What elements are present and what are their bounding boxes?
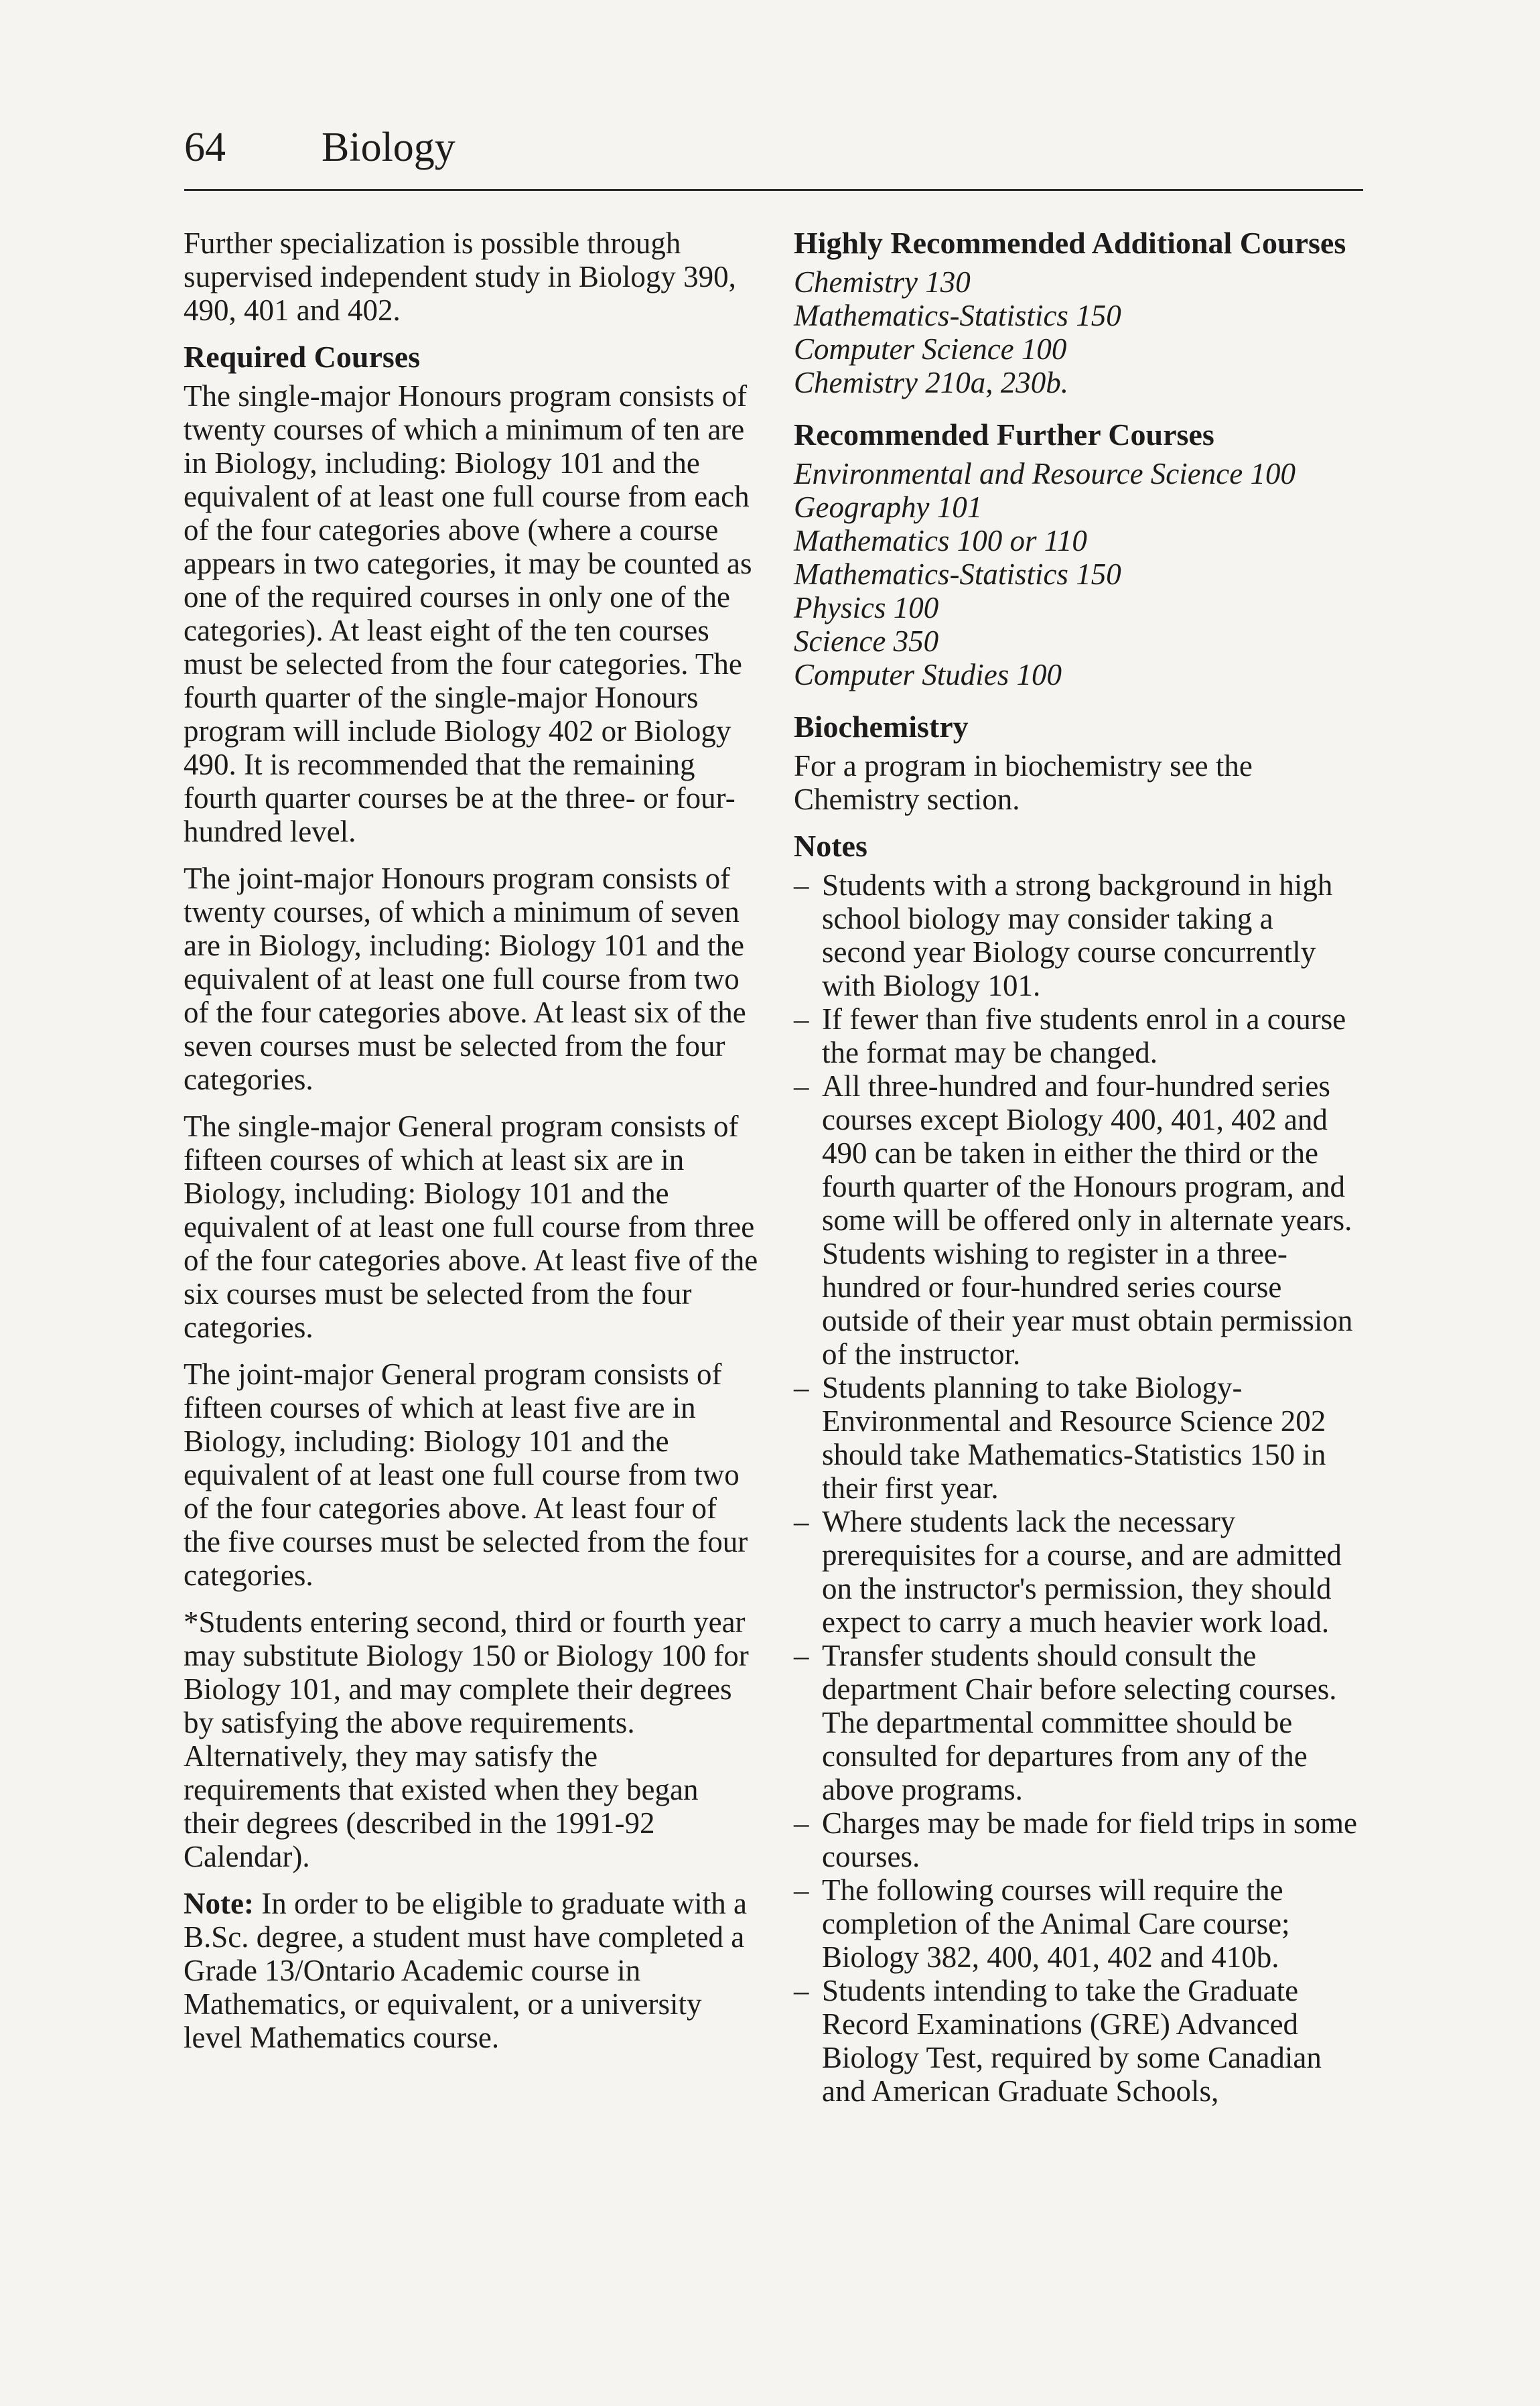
list-item	[794, 591, 1360, 624]
highly-recommended-heading: Highly Recommended Additional Courses	[794, 226, 1346, 260]
course-name: Geography 101	[794, 490, 983, 524]
joint-major-general-paragraph: The joint-major General program consists of fifteen courses of which at least five are in Biology, including: Biology 101 and the equivalent of at least one full course from two of the four categories above. At least four of the five courses must be selected from the four categories.	[184, 1357, 748, 1592]
intro-paragraph: Further specialization is possible through supervised independent study in Biology 390, 490, 401 and 402.	[184, 226, 736, 327]
list-item	[794, 524, 1360, 557]
course-name: Environmental and Resource Science 100	[794, 457, 1296, 490]
course-name: Mathematics 100 or 110	[794, 524, 1087, 557]
page-number: 64	[184, 125, 226, 170]
list-item	[794, 624, 1360, 658]
course-name: Science 350	[794, 624, 939, 658]
required-courses-heading: Required Courses	[184, 340, 421, 374]
course-name: Physics 100	[794, 591, 939, 624]
right-column	[794, 226, 1360, 2108]
joint-major-honours-paragraph: The joint-major Honours program consists of twenty courses, of which a minimum of seven are in Biology, including: Biology 101 and the equivalent of at least one full course from two of the four categories above. At least six of the seven courses must be selected from the four categories.	[184, 862, 746, 1096]
biochemistry-heading: Biochemistry	[794, 710, 969, 744]
course-name: Mathematics-Statistics 150	[794, 557, 1121, 591]
list-item	[794, 265, 1360, 299]
footnote-paragraph: *Students entering second, third or fourth year may substitute Biology 150 or Biology 100 for Biology 101, and may complete their degrees by satisfying the above requirements. Alternatively, they may satisfy the requirements that existed when they began their degrees (described in the 1991-92 Calendar).	[184, 1605, 749, 1873]
list-item: – Students with a strong background in high school biology may consider taking a second year Biology course concurrently with Biology 101.	[794, 868, 1360, 1002]
list-item: – Transfer students should consult the department Chair before selecting courses. The departmental committee should be consulted for departures from any of the above programs.	[794, 1639, 1360, 1806]
list-item	[794, 557, 1360, 591]
course-name: Chemistry 210a, 230b.	[794, 366, 1068, 399]
list-item	[794, 490, 1360, 524]
list-item: – All three-hundred and four-hundred series courses except Biology 400, 401, 402 and 490 can be taken in either the third or the fourth quarter of the Honours program, and some will be offered only in alternate years. Students wishing to register in a three-hundred or four-hundred series course outside of their year must obtain permission of the instructor.	[794, 1069, 1360, 1371]
list-item: – Students intending to take the Graduate Record Examinations (GRE) Advanced Biology Test, required by some Canadian and American Graduate Schools,	[794, 1974, 1360, 2108]
note-paragraph	[184, 1887, 760, 2054]
course-name: Chemistry 130	[794, 265, 971, 299]
notes-heading: Notes	[794, 829, 867, 863]
biochemistry-paragraph: For a program in biochemistry see the Chemistry section.	[794, 749, 1253, 816]
list-item: – Charges may be made for field trips in some courses.	[794, 1806, 1360, 1873]
list-item: – The following courses will require the completion of the Animal Care course; Biology 382, 400, 401, 402 and 410b.	[794, 1873, 1360, 1974]
left-column	[184, 226, 760, 2068]
list-item: – If fewer than five students enrol in a course the format may be changed.	[794, 1002, 1360, 1069]
course-name: Computer Studies 100	[794, 658, 1062, 691]
course-name: Mathematics-Statistics 150	[794, 299, 1121, 332]
list-item	[794, 457, 1360, 490]
single-major-honours-paragraph: The single-major Honours program consists of twenty courses of which a minimum of ten are in Biology, including: Biology 101 and the equivalent of at least one full course from each of the four categories above (where a course appears in two categories, it may be counted as one of the required courses in only one of the categories). At least eight of the ten courses must be selected from the four categories. The fourth quarter of the single-major Honours program will include Biology 402 or Biology 490. It is recommended that the remaining fourth quarter courses be at the three- or four-hundred level.	[184, 379, 752, 848]
list-item	[794, 332, 1360, 366]
highly-recommended-list	[794, 265, 1360, 399]
recommended-further-heading: Recommended Further Courses	[794, 417, 1214, 452]
page-header	[184, 114, 1363, 191]
note-text: In order to be eligible to graduate with a B.Sc. degree, a student must have completed a Grade 13/Ontario Academic course in Mathematics, or equivalent, or a university level Mathematics course.	[184, 1887, 747, 2054]
list-item	[794, 299, 1360, 332]
single-major-general-paragraph: The single-major General program consists of fifteen courses of which at least six are in Biology, including: Biology 101 and the equivalent of at least one full course from three of the four categories above. At least five of the six courses must be selected from the four categories.	[184, 1110, 758, 1344]
list-item: – Where students lack the necessary prerequisites for a course, and are admitted on the instructor's permission, they should expect to carry a much heavier work load.	[794, 1505, 1360, 1639]
note-label: Note:	[184, 1887, 254, 1920]
list-item	[794, 658, 1360, 691]
list-item	[794, 366, 1360, 399]
course-name: Computer Science 100	[794, 332, 1067, 366]
list-item: – Students planning to take Biology-Environmental and Resource Science 202 should take Mathematics-Statistics 150 in their first year.	[794, 1371, 1360, 1505]
notes-list	[794, 868, 1360, 2108]
recommended-further-list	[794, 457, 1360, 691]
section-title: Biology	[322, 125, 456, 170]
